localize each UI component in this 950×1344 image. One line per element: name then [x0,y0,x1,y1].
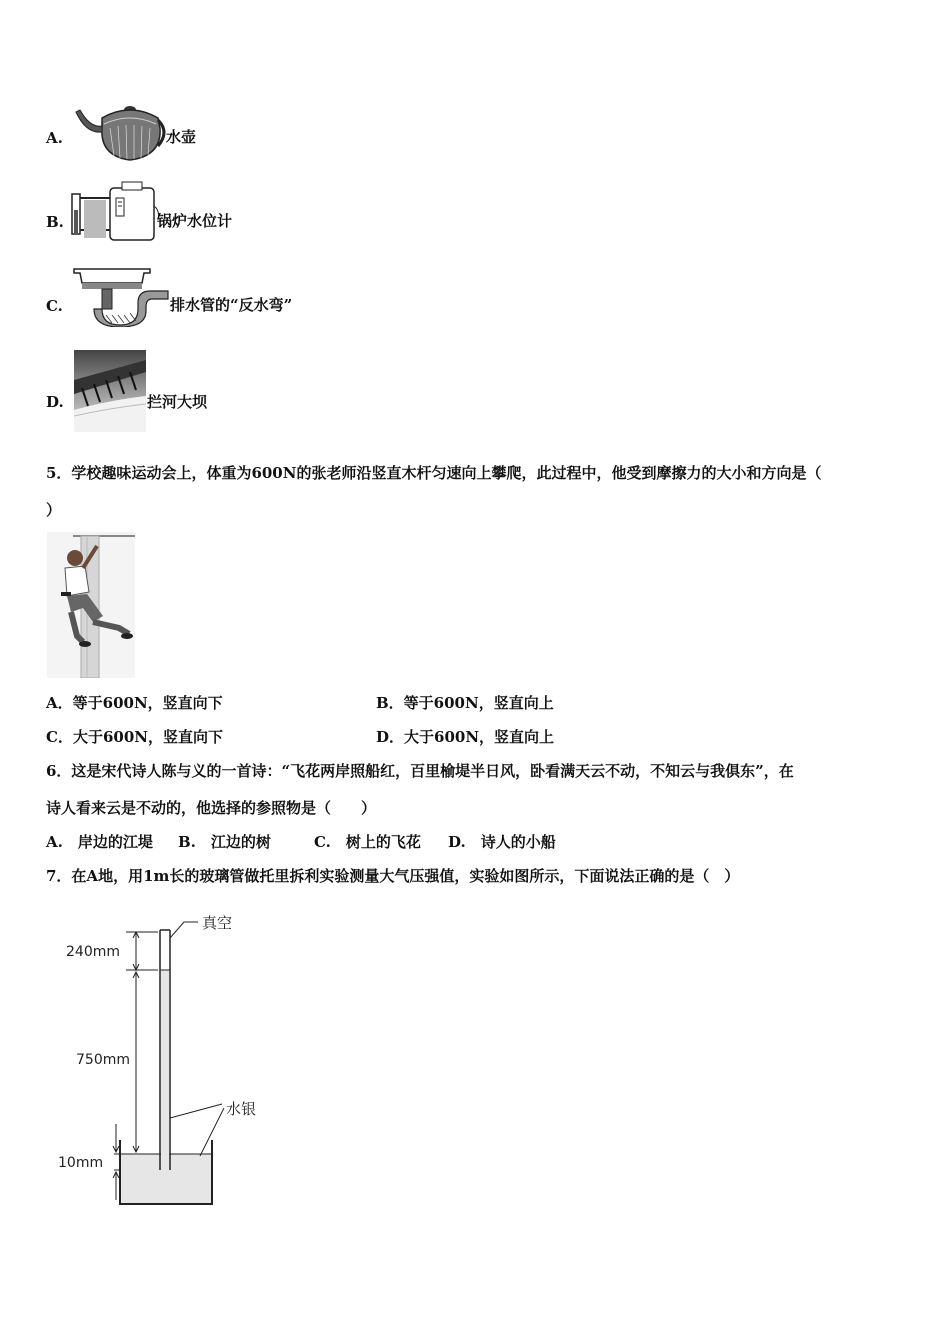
q5-option-b: B．等于600N，竖直向上 [376,694,554,712]
dim-10mm: 10mm [58,1155,104,1171]
q6-option-c: C. 树上的飞花 [314,833,421,851]
q5-stem-line1: 5．学校趣味运动会上，体重为600N的张老师沿竖直木杆匀速向上攀爬，此过程中，他受到摩擦力的大小和方向是（ [46,464,822,482]
q6-option-a: A. 岸边的江堤 [46,833,153,851]
q6-option-b: B. 江边的树 [178,833,271,851]
teapot-icon [72,98,168,164]
q4-option-d-text: 拦河大坝 [147,393,208,411]
q4-option-d-letter: D. [46,393,64,411]
q4-option-c-letter: C. [46,297,63,315]
climbing-teacher-photo [47,532,135,678]
q7-stem: 7．在A地，用1m长的玻璃管做托里拆利实验测量大气压强值，实验如图所示，下面说法正确的是（ ） [46,867,740,885]
dam-photo-icon [74,350,146,432]
dim-240mm: 240mm [66,944,120,960]
q4-option-a-letter: A. [46,129,63,147]
q4-option-c-text: 排水管的“反水弯” [170,296,293,314]
torricelli-diagram [50,908,280,1212]
q6-stem-line2: 诗人看来云是不动的，他选择的参照物是（ ） [46,799,377,817]
label-mercury: 水银 [226,1100,257,1118]
boiler-gauge-icon [70,180,160,242]
q5-option-d: D．大于600N，竖直向上 [376,728,555,746]
q4-option-b-text: 锅炉水位计 [157,212,233,230]
q4-option-b-letter: B. [46,213,64,231]
q5-option-a: A．等于600N，竖直向下 [46,694,223,712]
q6-stem-line1: 6．这是宋代诗人陈与义的一首诗：“飞花两岸照船红，百里榆堤半日风，卧看满天云不动，不知云与我俱东”，在 [46,762,794,780]
drain-trap-icon [72,265,172,327]
q4-option-a-text: 水壶 [166,128,197,146]
dim-750mm: 750mm [76,1052,130,1068]
q5-stem-line2: ） [46,501,62,519]
q5-option-c: C．大于600N，竖直向下 [46,728,223,746]
q6-option-d: D. 诗人的小船 [448,833,556,851]
label-vacuum: 真空 [202,914,233,932]
